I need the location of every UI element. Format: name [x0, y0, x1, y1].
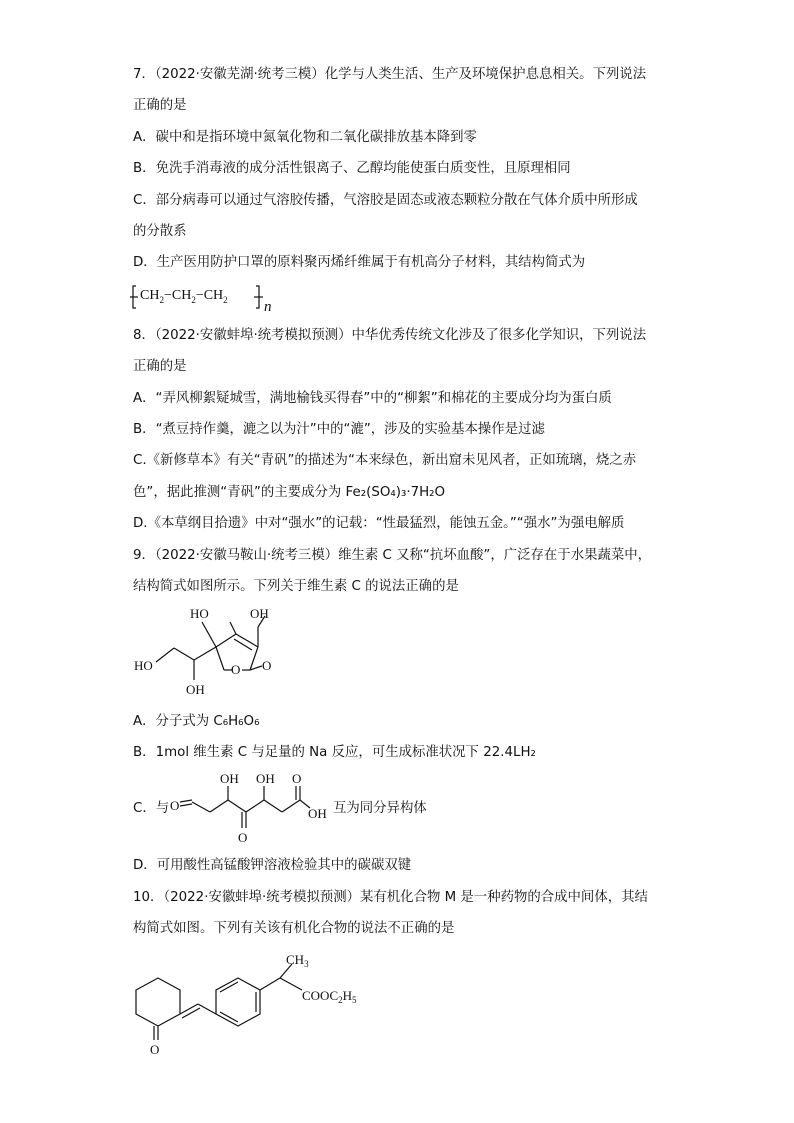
oh-a: OH: [220, 771, 239, 786]
ketone-oxygen: O: [238, 830, 248, 845]
q8-option-c-line1: C.《新修草本》有关“青矾”的描述为“本来绿色，新出窟未见风者，正如琉璃，烧之赤: [133, 453, 637, 468]
q8-option-a: A．“弄风柳絮疑城雪，满地榆钱买得春”中的“柳絮”和棉花的主要成分均为蛋白质: [133, 391, 612, 406]
q7-option-b: B．免洗手消毒液的成分活性银离子、乙醇均能使蛋白质变性，且原理相同: [133, 161, 571, 176]
ho-label-2: HO: [134, 658, 153, 673]
q8-stem-line1: 8．（2022·安徽蚌埠·统考模拟预测）中华优秀传统文化涉及了很多化学知识，下列说法: [133, 328, 647, 343]
oh-label-1: OH: [250, 606, 269, 621]
q9-option-c-prefix: C．与: [133, 801, 170, 816]
q9-stem-line1: 9．（2022·安徽马鞍山·统考三模）维生素 C 又称“抗坏血酸”，广泛存在于水果蔬菜中，: [133, 548, 652, 563]
q10-stem-line1: 10．（2022·安徽蚌埠·统考模拟预测）某有机化合物 M 是一种药物的合成中间体，其结: [133, 890, 648, 905]
acid-oh: OH: [308, 806, 327, 821]
q9-stem-line2: 结构简式如图所示。下列关于维生素 C 的说法正确的是: [133, 579, 459, 594]
q7-option-c-line1: C．部分病毒可以通过气溶胶传播，气溶胶是固态或液态颗粒分散在气体介质中所形成: [133, 193, 638, 208]
q7-option-d: D．生产医用防护口罩的原料聚丙烯纤维属于有机高分子材料，其结构简式为: [133, 255, 586, 270]
vitamin-c-structure: [130, 602, 290, 702]
q10-stem-line2: 构简式如图。下列有关该有机化合物的说法不正确的是: [133, 921, 455, 936]
q9-option-b: B．1mol 维生素 C 与足量的 Na 反应，可生成标准状况下 22.4LH₂: [133, 745, 536, 760]
ch2-2: CH: [171, 288, 192, 303]
ho-label-1: HO: [190, 606, 209, 621]
q9-option-a: A．分子式为 C₆H₆O₆: [133, 714, 260, 729]
aldehyde-oxygen: O: [170, 798, 180, 813]
ch2-1: CH: [140, 288, 160, 303]
q9-option-c-suffix: 互为同分异构体: [333, 801, 427, 816]
ester-label: $COOC_2H_5$: [302, 988, 357, 1005]
ketone-oxygen-label: O: [150, 1042, 160, 1057]
isomer-structure: [170, 770, 330, 850]
q7-option-c-line2: 的分散系: [133, 224, 187, 239]
polymer-n: n: [264, 299, 272, 315]
methyl-label: $CH_3$: [286, 952, 309, 969]
acid-oxygen: O: [292, 771, 302, 786]
oh-label-2: OH: [186, 682, 205, 697]
q7-stem-line2: 正确的是: [133, 98, 187, 113]
q8-stem-line2: 正确的是: [133, 359, 187, 374]
compound-m-structure: [130, 950, 390, 1070]
q8-option-d: D.《本草纲目拾遗》中对“强水”的记载：“性最猛烈，能蚀五金。”“强水”为强电解质: [133, 516, 625, 531]
oh-b: OH: [256, 771, 275, 786]
q8-option-c-line2: 色”，据此推测“青矾”的主要成分为 Fe₂(SO₄)₃·7H₂O: [133, 485, 446, 500]
q7-stem-line1: 7．（2022·安徽芜湖·统考三模）化学与人类生活、生产及环境保护息息相关。下列说法: [133, 67, 647, 82]
keto-oxygen-label: O: [262, 658, 272, 673]
q7-option-a: A．碳中和是指环境中氮氧化物和二氧化碳排放基本降到零: [133, 130, 477, 145]
q9-option-d: D．可用酸性高锰酸钾溶液检验其中的碳碳双键: [133, 858, 412, 873]
ring-oxygen-label: O: [231, 662, 241, 677]
q8-option-b: B．“煮豆持作羹，漉之以为汁”中的“漉”，涉及的实验基本操作是过滤: [133, 422, 545, 437]
ch2-3: CH: [203, 288, 224, 303]
